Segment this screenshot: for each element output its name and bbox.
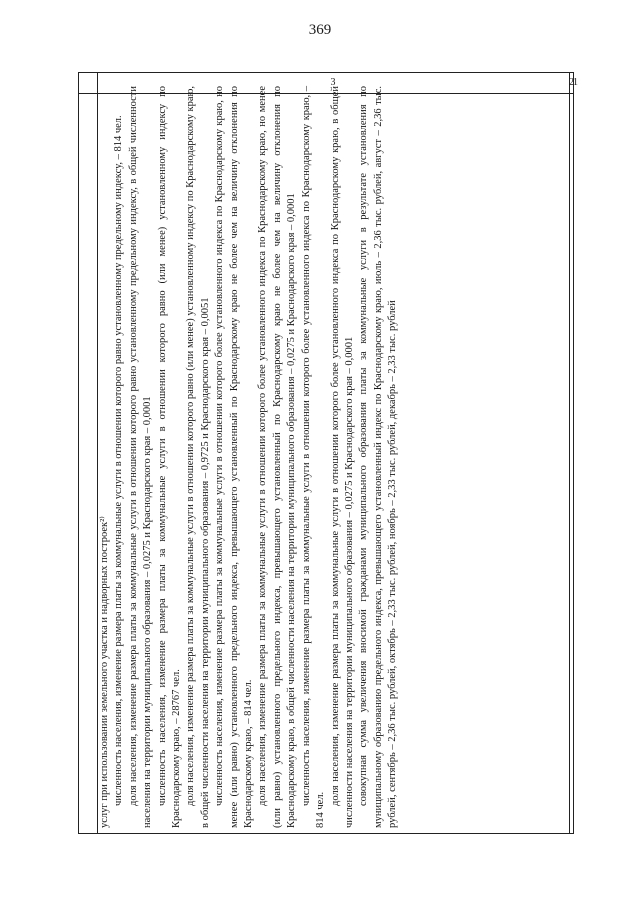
column-3-line-1: услуг при использовании земельного участка и надворных построек²⁾: [99, 516, 110, 828]
column-3-line-2: численность населения, изменение размера платы за коммунальные услуги в отношении которого равно установленному предельному индексу, – 814 чел.: [113, 115, 125, 806]
column-3-line-5: доля населения, изменение размера платы за коммунальные услуги в отношении которого равно (или менее) установленному индексу по Краснодарскому краю, в общей численности населения на территории муниципального образования – 0,9725 и Краснодарского края – 0,0051: [185, 86, 211, 828]
column-3-line-4: численность населения, изменение размера платы за коммунальные услуги в отношении которого равно (или менее) установленному индексу по Краснодарскому краю, – 28767 чел.: [156, 86, 183, 828]
column-3-content: [96, 78, 564, 836]
column-3-line-6: численность населения, изменение размера платы за коммунальные услуги в отношении которого более установленного индекса по Краснодарскому краю, но менее (или равно) установленного предельного индекса, превышающего установленный по Краснодарскому краю не более чем на величину отклонения по Краснодарскому краю, – 814 чел.: [214, 86, 255, 828]
column-3-line-7: доля населения, изменение размера платы за коммунальные услуги в отношении которого более установленного индекса по Краснодарскому краю, но менее (или равно) установленного предельного индекса, превышающего установленный по Краснодарскому краю не более чем на величину отклонения по Краснодарскому краю, в общей численности населения на территории муниципального образования – 0,0275 и Краснодарского края – 0,0001: [257, 86, 298, 828]
header-number-1: 1: [573, 77, 578, 88]
column-3-line-9: доля населения, изменение размера платы за коммунальные услуги в отношении которого более установленного индекса по Краснодарскому краю, в общей численности населения на территории муниципального образования – 0,0275 и Краснодарского края – 0,0001: [329, 86, 355, 828]
header-number-2: 2: [569, 77, 574, 88]
header-number-3: 3: [330, 77, 336, 88]
column-3-line-3: доля населения, изменение размера платы за коммунальные услуги в отношении которого равно установленному предельному индексу, в общей численности населения на территории муниципального образования – 0,0275 и Краснодарского края – 0,0001: [127, 86, 154, 828]
column-divider-1-edge: [573, 73, 578, 833]
column-divider-2-1: [569, 73, 570, 833]
page-number: 369: [308, 22, 332, 38]
column-3-line-10: совокупная сумма увеличения вносимой гражданами муниципального образования платы за коммунальные услуги в результате установления по муниципальному образованию предельного индекса, превышающего установленный индекс по Краснодарскому краю, июль – 2,36 тыс. рублей, август – 2,36 тыс. рублей, сентябрь – 2,36 тыс. рублей, октябрь – 2,33 тыс. рублей, ноябрь – 2,33 тыс. рублей, декабрь – 2,33 тыс. рублей: [358, 86, 399, 828]
column-3-line-8: численность населения, изменение размера платы за коммунальные услуги в отношении которого более установленного индекса по Краснодарскому краю, – 814 чел.: [300, 86, 327, 828]
